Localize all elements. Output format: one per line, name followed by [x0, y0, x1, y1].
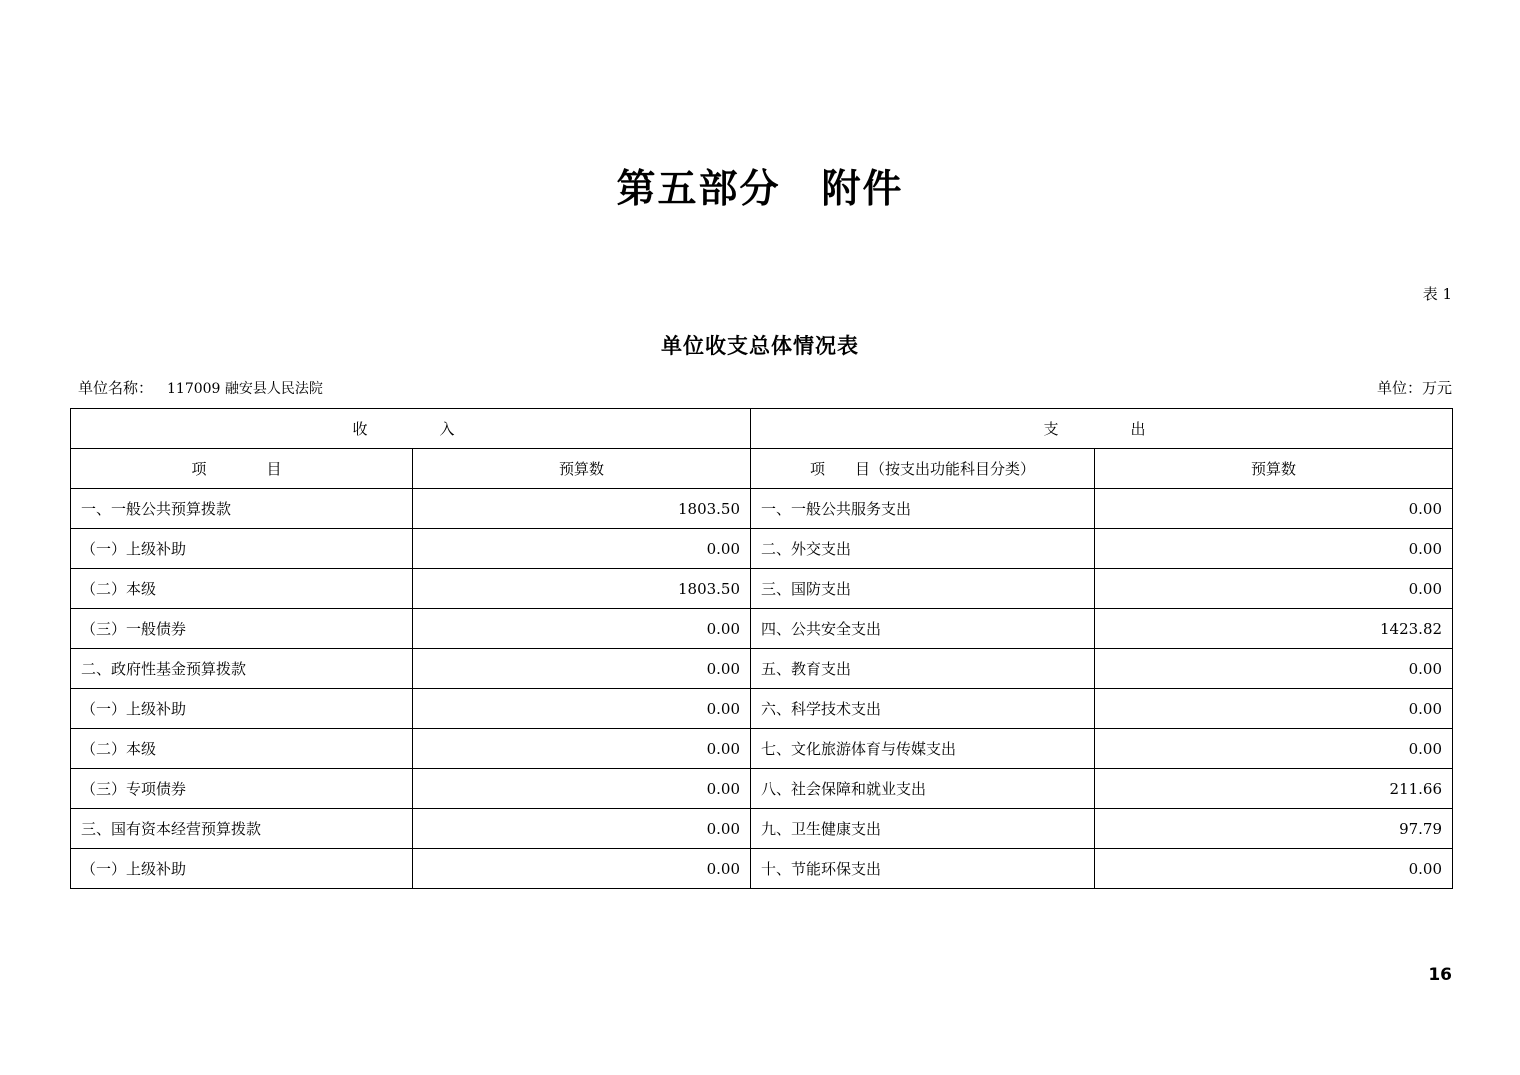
column-header-expenditure-budget: 预算数 — [1095, 449, 1453, 489]
expenditure-item-label: 九、卫生健康支出 — [751, 809, 1095, 849]
income-item-label: （二）本级 — [71, 729, 413, 769]
table-row — [71, 489, 1453, 529]
column-header-income-item-text: 项 目 — [191, 460, 292, 478]
table-row — [71, 729, 1453, 769]
table-row — [71, 809, 1453, 849]
expenditure-item-value: 0.00 — [1095, 729, 1453, 769]
income-item-value: 1803.50 — [413, 489, 751, 529]
expenditure-item-label: 八、社会保障和就业支出 — [751, 769, 1095, 809]
income-item-label: 三、国有资本经营预算拨款 — [71, 809, 413, 849]
income-item-label: （一）上级补助 — [71, 689, 413, 729]
expenditure-item-label: 十、节能环保支出 — [751, 849, 1095, 889]
expenditure-item-label: 四、公共安全支出 — [751, 609, 1095, 649]
income-item-label: （一）上级补助 — [71, 849, 413, 889]
unit-name-label: 单位名称： — [78, 379, 154, 397]
income-item-value: 0.00 — [413, 649, 751, 689]
expenditure-item-value: 0.00 — [1095, 649, 1453, 689]
expenditure-item-value: 0.00 — [1095, 489, 1453, 529]
expenditure-item-label: 五、教育支出 — [751, 649, 1095, 689]
group-header-expenditure — [751, 409, 1453, 449]
income-item-label: （三）一般债券 — [71, 609, 413, 649]
table-group-header-row — [71, 409, 1453, 449]
table-row — [71, 569, 1453, 609]
group-header-expenditure-text: 支 出 — [1043, 420, 1160, 438]
income-item-value: 0.00 — [413, 809, 751, 849]
unit-name-group — [78, 377, 323, 398]
table-row — [71, 649, 1453, 689]
income-item-label: 二、政府性基金预算拨款 — [71, 649, 413, 689]
expenditure-item-label: 一、一般公共服务支出 — [751, 489, 1095, 529]
expenditure-item-value: 0.00 — [1095, 569, 1453, 609]
income-item-value: 0.00 — [413, 689, 751, 729]
table-title: 单位收支总体情况表 — [661, 334, 859, 358]
table-row — [71, 609, 1453, 649]
budget-summary-table — [70, 408, 1453, 889]
income-item-label: （三）专项债券 — [71, 769, 413, 809]
page-number: 16 — [1428, 965, 1452, 985]
expenditure-item-value: 1423.82 — [1095, 609, 1453, 649]
table-row — [71, 849, 1453, 889]
expenditure-item-value: 211.66 — [1095, 769, 1453, 809]
income-item-value: 0.00 — [413, 769, 751, 809]
table-column-header-row — [71, 449, 1453, 489]
table-row — [71, 689, 1453, 729]
expenditure-item-value: 0.00 — [1095, 529, 1453, 569]
expenditure-item-label: 二、外交支出 — [751, 529, 1095, 569]
expenditure-item-label: 七、文化旅游体育与传媒支出 — [751, 729, 1095, 769]
income-item-label: （二）本级 — [71, 569, 413, 609]
table-row — [71, 769, 1453, 809]
table-meta-row — [70, 377, 1452, 397]
income-item-label: 一、一般公共预算拨款 — [71, 489, 413, 529]
income-item-value: 1803.50 — [413, 569, 751, 609]
column-header-expenditure-item: 项 目（按支出功能科目分类） — [751, 449, 1095, 489]
column-header-income-budget: 预算数 — [413, 449, 751, 489]
table-index-label: 表 1 — [1422, 285, 1452, 303]
group-header-income-text: 收 入 — [352, 420, 469, 438]
income-item-value: 0.00 — [413, 849, 751, 889]
table-body — [71, 409, 1453, 889]
column-header-income-item — [71, 449, 413, 489]
unit-name-value: 117009 融安县人民法院 — [167, 381, 323, 397]
part-title: 第五部分 附件 — [616, 167, 904, 212]
expenditure-item-value: 97.79 — [1095, 809, 1453, 849]
expenditure-item-label: 六、科学技术支出 — [751, 689, 1095, 729]
expenditure-item-label: 三、国防支出 — [751, 569, 1095, 609]
table-row — [71, 529, 1453, 569]
income-item-value: 0.00 — [413, 529, 751, 569]
income-item-value: 0.00 — [413, 729, 751, 769]
expenditure-item-value: 0.00 — [1095, 849, 1453, 889]
income-item-value: 0.00 — [413, 609, 751, 649]
expenditure-item-value: 0.00 — [1095, 689, 1453, 729]
amount-unit-label: 单位：万元 — [1376, 379, 1452, 397]
group-header-income — [71, 409, 751, 449]
income-item-label: （一）上级补助 — [71, 529, 413, 569]
